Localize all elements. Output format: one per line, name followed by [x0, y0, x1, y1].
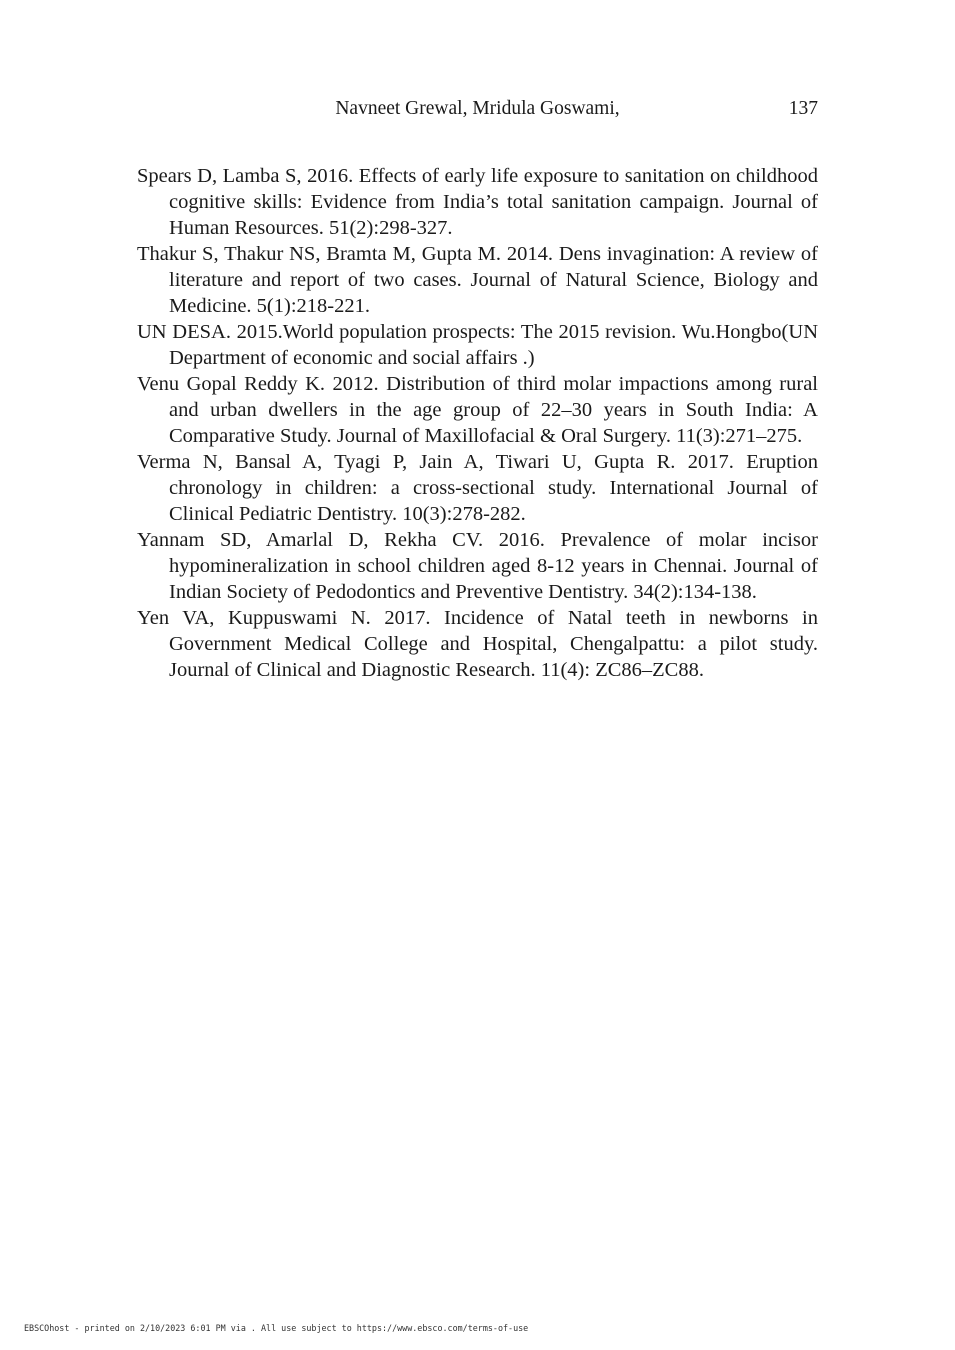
reference-entry: Thakur S, Thakur NS, Bramta M, Gupta M. 2014. Dens invagination: A review of literature and report of two cases. Journal of Natural Science, Biology and Medicine. 5(1):218-221.	[137, 243, 818, 317]
reference-entry: Venu Gopal Reddy K. 2012. Distribution of third molar impactions among rural and urban dwellers in the age group of 22–30 years in South India: A Comparative Study. Journal of Maxillofacial & Oral Surgery. 11(3):271–275.	[137, 373, 818, 447]
reference-entry: UN DESA. 2015.World population prospects: The 2015 revision. Wu.Hongbo(UN Department of economic and social affairs .)	[137, 321, 818, 369]
reference-entry: Spears D, Lamba S, 2016. Effects of early life exposure to sanitation on childhood cognitive skills: Evidence from India’s total sanitation campaign. Journal of Human Resources. 51(2):298-327.	[137, 165, 818, 239]
print-footer: EBSCOhost - printed on 2/10/2023 6:01 PM via . All use subject to https://www.ebsco.com/terms-of-use	[24, 1323, 529, 1333]
reference-entry: Yen VA, Kuppuswami N. 2017. Incidence of Natal teeth in newborns in Government Medical College and Hospital, Chengalpattu: a pilot study. Journal of Clinical and Diagnostic Research. 11(4): ZC86–ZC88.	[137, 607, 818, 681]
reference-entry: Verma N, Bansal A, Tyagi P, Jain A, Tiwari U, Gupta R. 2017. Eruption chronology in children: a cross-sectional study. International Journal of Clinical Pediatric Dentistry. 10(3):278-282.	[137, 451, 818, 525]
running-header-authors: Navneet Grewal, Mridula Goswami,	[335, 98, 620, 119]
page-number: 137	[788, 98, 818, 119]
reference-entry: Yannam SD, Amarlal D, Rekha CV. 2016. Prevalence of molar incisor hypomineralization in school children aged 8-12 years in Chennai. Journal of Indian Society of Pedodontics and Preventive Dentistry. 34(2):134-138.	[137, 529, 818, 603]
running-header	[137, 97, 818, 121]
reference-list	[137, 163, 818, 683]
